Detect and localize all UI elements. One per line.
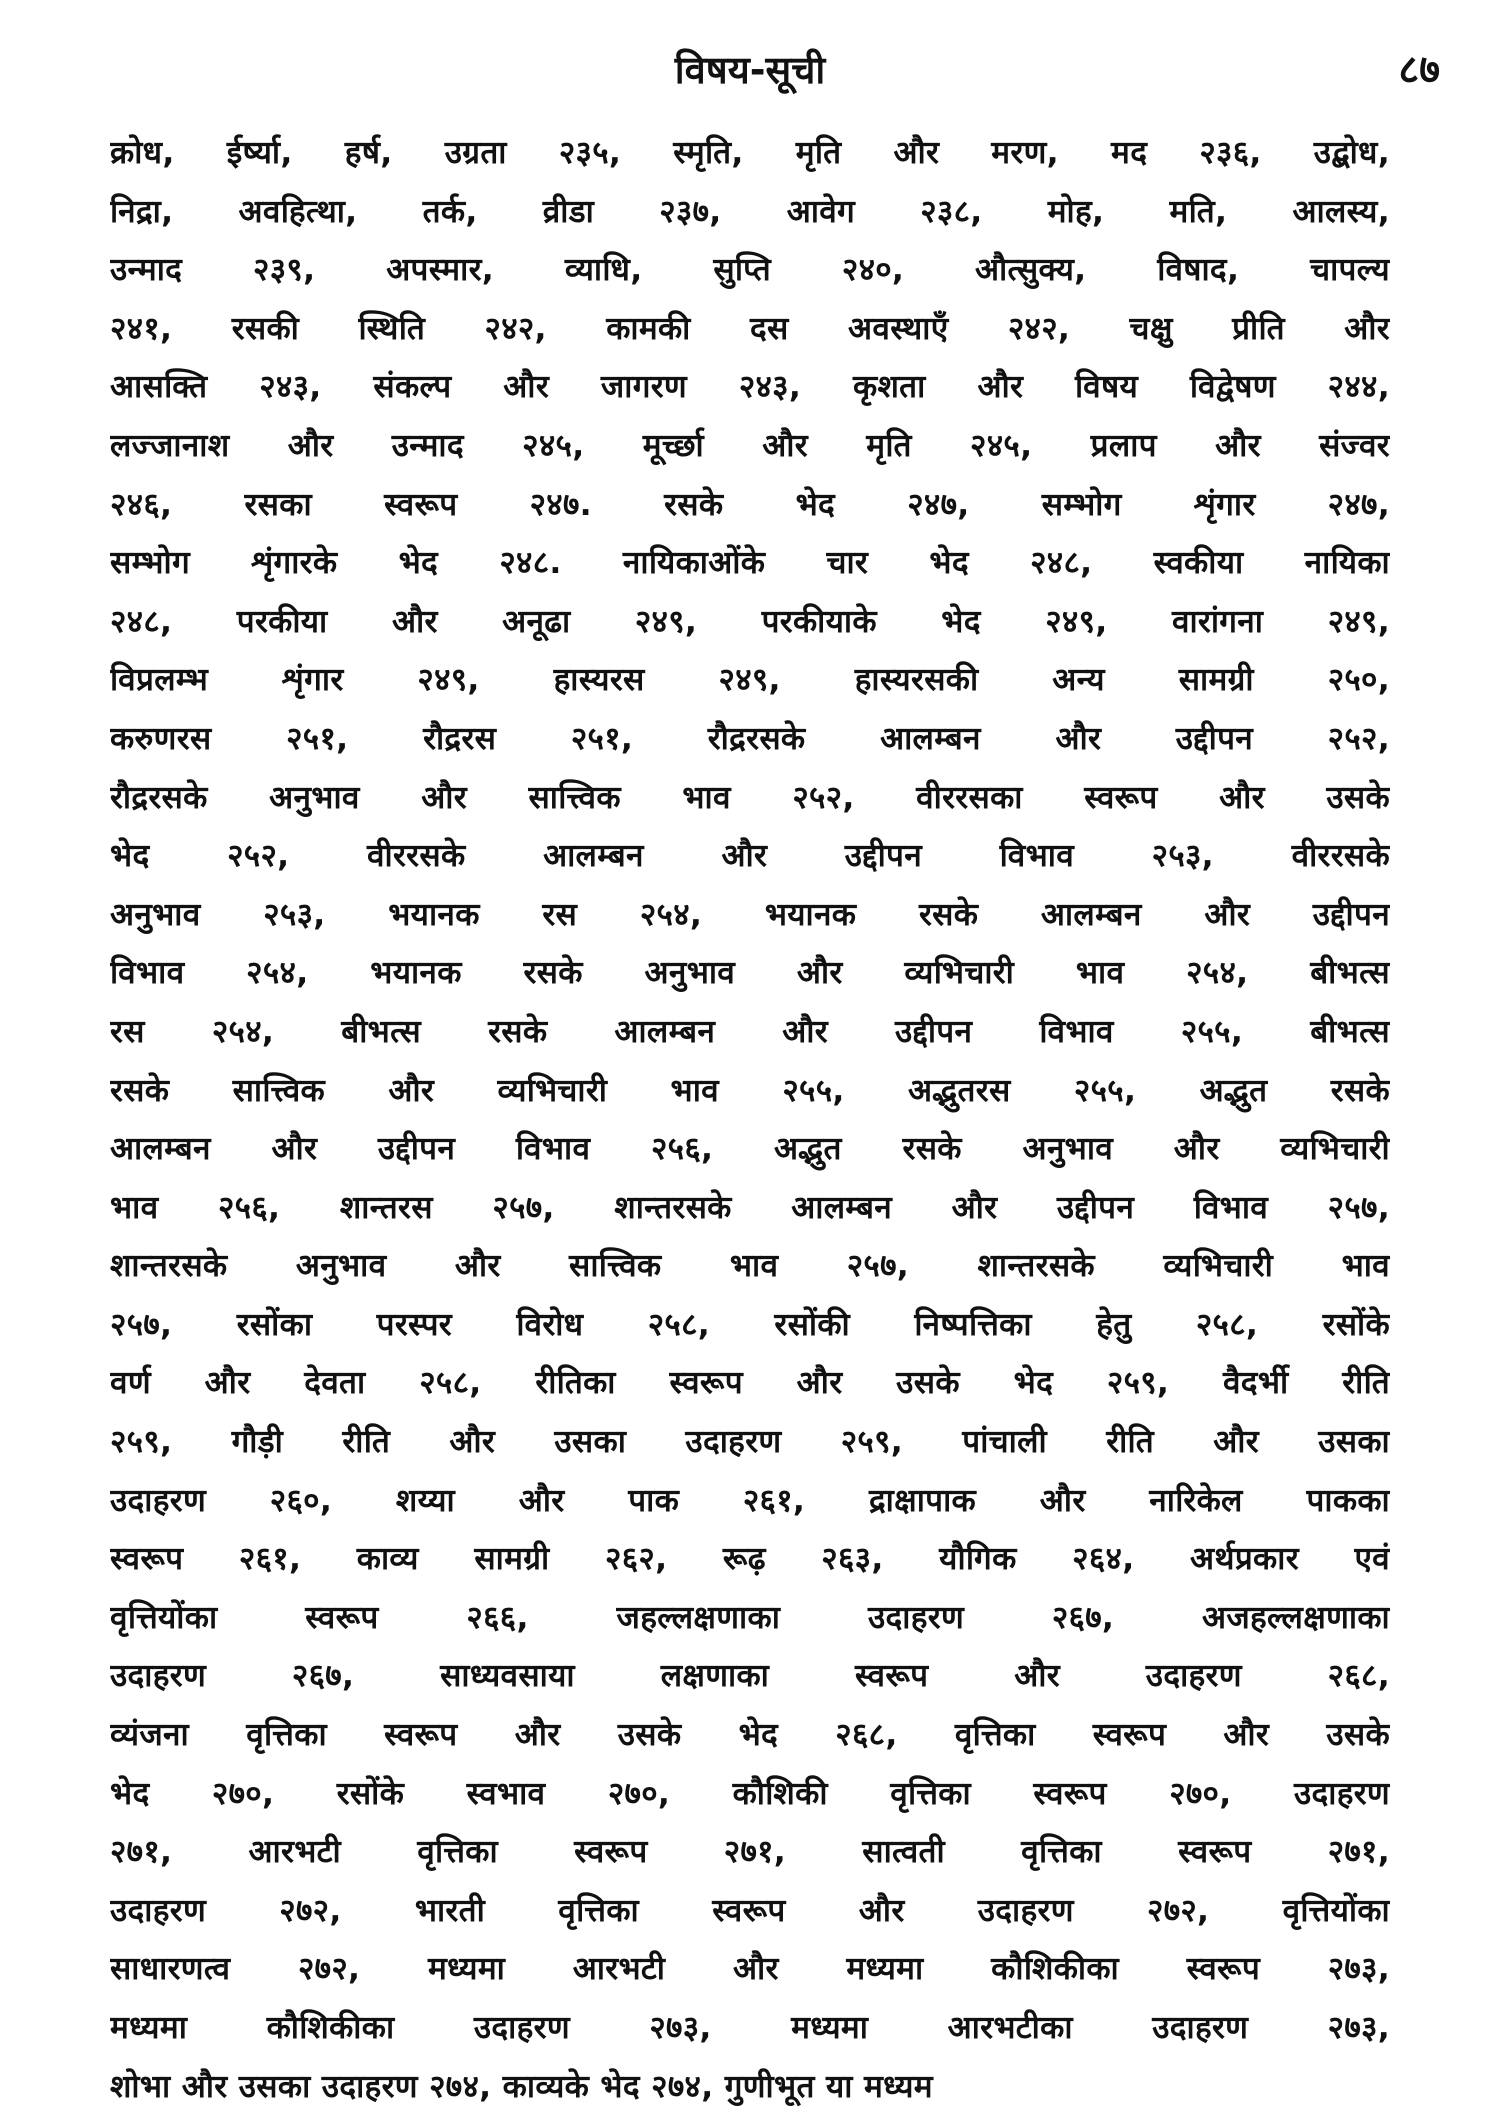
page-header-title: विषय-सूची (674, 48, 826, 92)
text-line: शोभा और उसका उदाहरण २७४, काव्यके भेद २७४, गुणीभूत या मध्यम (110, 2068, 933, 2105)
text-line: २४६, रसका स्वरूप २४७. रसके भेद २४७, सम्भोग शृंगार २४७, (110, 486, 1390, 523)
text-line: विभाव २५४, भयानक रसके अनुभाव और व्यभिचारी भाव २५४, बीभत्स (110, 955, 1390, 992)
text-line: २४८, परकीया और अनूढा २४९, परकीयाके भेद २४९, वारांगना २४९, (110, 603, 1390, 640)
text-line: क्रोध, ईर्ष्या, हर्ष, उग्रता २३५, स्मृति, मृति और मरण, मद २३६, उद्बोध, (110, 135, 1390, 171)
text-line: वर्ण और देवता २५८, रीतिका स्वरूप और उसके भेद २५९, वैदर्भी रीति (110, 1365, 1390, 1402)
text-line: २७१, आरभटी वृत्तिका स्वरूप २७१, सात्वती वृत्तिका स्वरूप २७१, (110, 1834, 1390, 1871)
text-line: रौद्ररसके अनुभाव और सात्त्विक भाव २५२, वीररसका स्वरूप और उसके (110, 779, 1390, 816)
running-head (0, 40, 1500, 100)
text-line: स्वरूप २६१, काव्य सामग्री २६२, रूढ़ २६३, यौगिक २६४, अर्थप्रकार एवं (110, 1541, 1390, 1578)
text-line: आसक्ति २४३, संकल्प और जागरण २४३, कृशता और विषय विद्वेषण २४४, (110, 369, 1390, 406)
page-number: ८७ (1398, 47, 1440, 93)
text-line: उन्माद २३९, अपस्मार, व्याधि, सुप्ति २४०, औत्सुक्य, विषाद, चापल्य (110, 252, 1390, 289)
text-line: भाव २५६, शान्तरस २५७, शान्तरसके आलम्बन और उद्दीपन विभाव २५७, (110, 1189, 1390, 1226)
text-line: शान्तरसके अनुभाव और सात्त्विक भाव २५७, शान्तरसके व्यभिचारी भाव (110, 1248, 1390, 1285)
text-line: व्यंजना वृत्तिका स्वरूप और उसके भेद २६८, वृत्तिका स्वरूप और उसके (110, 1717, 1390, 1754)
text-line: करुणरस २५१, रौद्ररस २५१, रौद्ररसके आलम्बन और उद्दीपन २५२, (110, 720, 1390, 757)
table-of-contents-text (110, 124, 1390, 2116)
text-line: वृत्तियोंका स्वरूप २६६, जहल्लक्षणाका उदाहरण २६७, अजहल्लक्षणाका (110, 1599, 1390, 1636)
text-line: भेद २७०, रसोंके स्वभाव २७०, कौशिकी वृत्तिका स्वरूप २७०, उदाहरण (110, 1775, 1390, 1812)
text-line: विप्रलम्भ शृंगार २४९, हास्यरस २४९, हास्यरसकी अन्य सामग्री २५०, (110, 662, 1390, 699)
text-line: रसके सात्त्विक और व्यभिचारी भाव २५५, अद्भुतरस २५५, अद्भुत रसके (110, 1072, 1390, 1109)
text-line: रस २५४, बीभत्स रसके आलम्बन और उद्दीपन विभाव २५५, बीभत्स (110, 1013, 1390, 1050)
text-line: निद्रा, अवहित्था, तर्क, व्रीडा २३७, आवेग २३८, मोह, मति, आलस्य, (110, 193, 1390, 230)
text-line: मध्यमा कौशिकीका उदाहरण २७३, मध्यमा आरभटीका उदाहरण २७३, (110, 2010, 1390, 2046)
text-line: सम्भोग शृंगारके भेद २४८. नायिकाओंके चार भेद २४८, स्वकीया नायिका (110, 545, 1390, 582)
text-line: लज्जानाश और उन्माद २४५, मूर्च्छा और मृति २४५, प्रलाप और संज्वर (110, 427, 1390, 464)
text-line: २५९, गौड़ी रीति और उसका उदाहरण २५९, पांचाली रीति और उसका (110, 1424, 1390, 1461)
text-line: आलम्बन और उद्दीपन विभाव २५६, अद्भुत रसके अनुभाव और व्यभिचारी (110, 1131, 1390, 1168)
text-line: २४१, रसकी स्थिति २४२, कामकी दस अवस्थाएँ २४२, चक्षु प्रीति और (110, 310, 1390, 347)
text-line: २५७, रसोंका परस्पर विरोध २५८, रसोंकी निष्पत्तिका हेतु २५८, रसोंके (110, 1306, 1390, 1343)
text-line: भेद २५२, वीररसके आलम्बन और उद्दीपन विभाव २५३, वीररसके (110, 838, 1390, 875)
text-line: उदाहरण २६७, साध्यवसाया लक्षणाका स्वरूप और उदाहरण २६८, (110, 1658, 1390, 1695)
text-line: साधारणत्व २७२, मध्यमा आरभटी और मध्यमा कौशिकीका स्वरूप २७३, (110, 1951, 1390, 1988)
text-line: उदाहरण २६०, शय्या और पाक २६१, द्राक्षापाक और नारिकेल पाकका (110, 1482, 1390, 1519)
text-line: उदाहरण २७२, भारती वृत्तिका स्वरूप और उदाहरण २७२, वृत्तियोंका (110, 1892, 1390, 1929)
text-line: अनुभाव २५३, भयानक रस २५४, भयानक रसके आलम्बन और उद्दीपन (110, 896, 1390, 933)
